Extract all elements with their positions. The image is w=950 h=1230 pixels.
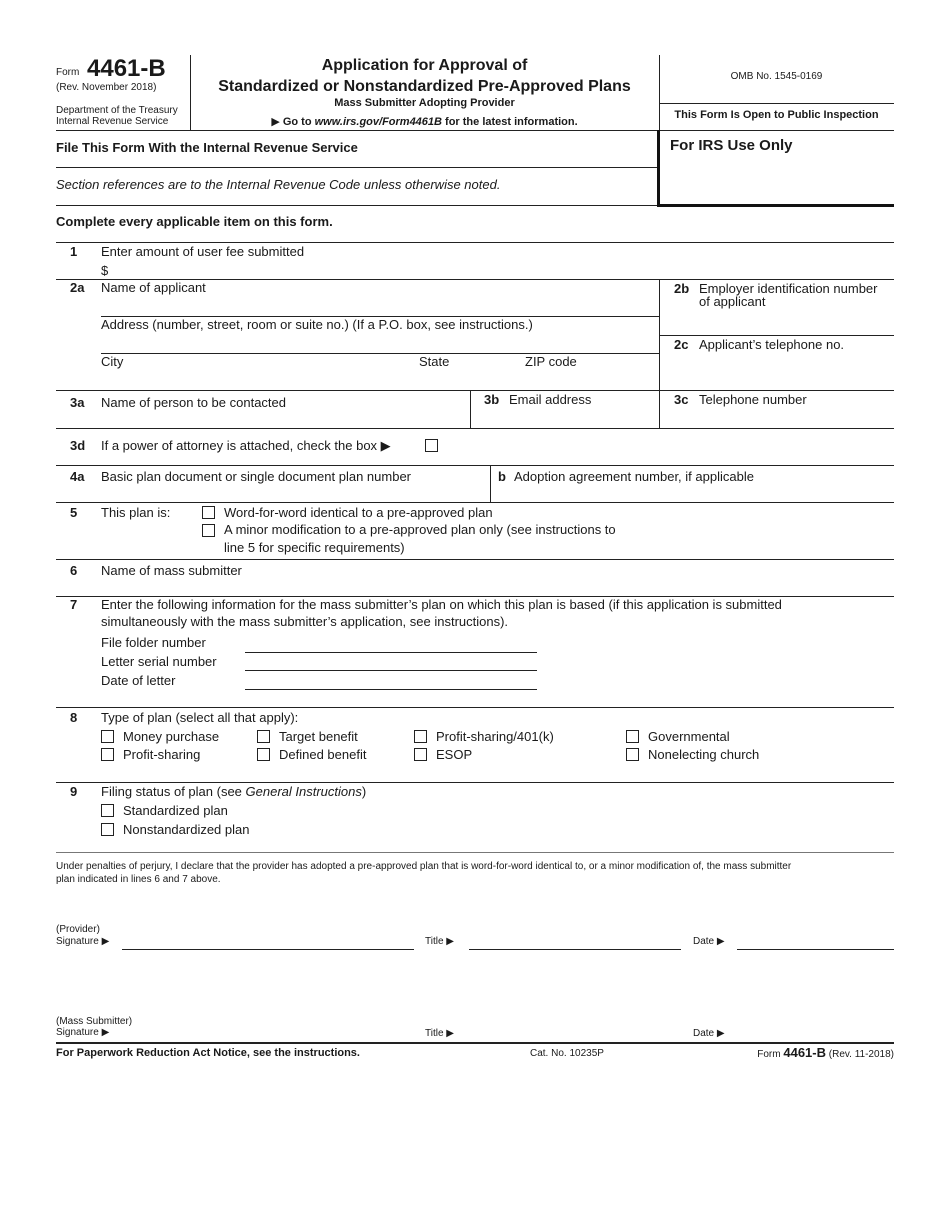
line-7-label-2: simultaneously with the mass submitter’s application, see instructions).	[101, 614, 509, 629]
line-3a-label: Name of person to be contacted	[101, 395, 287, 410]
line-9-label-italic: General Instructions	[245, 784, 362, 799]
perjury-statement-1: Under penalties of perjury, I declare that the provider has adopted a pre-approved plan that is word-for-word identical to, or a minor modification of, the mass submitter	[56, 861, 792, 872]
goto-url[interactable]: www.irs.gov/Form4461B	[314, 116, 442, 128]
contact-telephone-input[interactable]	[664, 408, 892, 427]
line-3c-number: 3c	[674, 392, 689, 407]
perjury-statement-2: plan indicated in lines 6 and 7 above.	[56, 874, 221, 885]
line-8-number: 8	[70, 710, 78, 725]
provider-date-line[interactable]	[737, 949, 894, 950]
line-2c-label: Applicant’s telephone no.	[699, 337, 845, 352]
line-3d-number: 3d	[70, 438, 86, 453]
mass-submitter-date-label: Date ▶	[693, 1028, 725, 1039]
line-4b-label: Adoption agreement number, if applicable	[514, 469, 754, 484]
line-3c-label: Telephone number	[699, 392, 807, 407]
line-4a-number: 4a	[70, 469, 85, 484]
letter-date-input[interactable]	[245, 689, 537, 690]
target-benefit-checkbox[interactable]	[257, 730, 270, 743]
provider-signature-label: Signature ▶	[56, 936, 110, 947]
word-for-word-checkbox[interactable]	[202, 506, 215, 519]
line-6-number: 6	[70, 563, 78, 578]
form-number: 4461-B	[87, 55, 166, 82]
footer-form-number: 4461-B	[783, 1045, 826, 1060]
letter-serial-label: Letter serial number	[101, 654, 217, 669]
profit-sharing-label: Profit-sharing	[123, 747, 201, 762]
file-folder-label: File folder number	[101, 635, 206, 650]
line-3a-number: 3a	[70, 395, 85, 410]
line-1-dollar: $	[101, 263, 109, 278]
form-subtitle: Mass Submitter Adopting Provider	[334, 97, 515, 109]
line-1-number: 1	[70, 244, 78, 259]
target-benefit-label: Target benefit	[279, 729, 358, 744]
mass-submitter-date-field[interactable]	[737, 1020, 894, 1040]
footer-revision: (Rev. 11-2018)	[828, 1049, 894, 1060]
ein-input[interactable]	[664, 312, 892, 332]
profit-sharing-401k-checkbox[interactable]	[414, 730, 427, 743]
line-5-label: This plan is:	[101, 505, 171, 520]
line-2a-state-label: State	[419, 354, 450, 369]
user-fee-input[interactable]	[112, 260, 652, 278]
line-9-label-prefix: Filing status of plan (see	[101, 784, 242, 799]
mass-submitter-signature-field[interactable]	[122, 1020, 414, 1040]
provider-signature-line[interactable]	[122, 949, 414, 950]
plan-number-input[interactable]	[101, 485, 486, 501]
money-purchase-checkbox[interactable]	[101, 730, 114, 743]
line-4b-number: b	[498, 469, 506, 484]
money-purchase-label: Money purchase	[123, 729, 220, 744]
defined-benefit-checkbox[interactable]	[257, 748, 270, 761]
line-2a-address-label: Address (number, street, room or suite no.) (If a P.O. box, see instructions.)	[101, 317, 533, 332]
line-9-number: 9	[70, 784, 78, 799]
mass-submitter-label: (Mass Submitter)	[56, 1016, 133, 1027]
line-7-number: 7	[70, 597, 78, 612]
goto-prefix: Go to	[282, 116, 312, 128]
letter-date-label: Date of letter	[101, 673, 176, 688]
line-9-label-suffix: )	[361, 784, 367, 799]
line-8-label: Type of plan (select all that apply):	[101, 710, 299, 725]
goto-instruction	[190, 115, 659, 128]
provider-title-label: Title ▶	[425, 936, 454, 947]
line-4a-label: Basic plan document or single document plan number	[101, 469, 412, 484]
line-2b-label-1: Employer identification number	[699, 281, 878, 296]
governmental-label: Governmental	[648, 729, 730, 744]
line-2a-number: 2a	[70, 280, 85, 295]
standardized-plan-label: Standardized plan	[123, 803, 228, 818]
mass-submitter-signature-label: Signature ▶	[56, 1027, 110, 1038]
footer-form-id	[757, 1045, 894, 1060]
applicant-city-state-zip-input[interactable]	[101, 370, 656, 388]
line-5-option-2-line-2: line 5 for specific requirements)	[224, 540, 405, 555]
line-5-option-2-line-1: A minor modification to a pre-approved plan only (see instructions to	[224, 522, 616, 537]
applicant-address-input[interactable]	[101, 334, 656, 352]
applicant-name-input[interactable]	[101, 297, 656, 315]
line-2a-zip-label: ZIP code	[525, 354, 577, 369]
line-3d-label: If a power of attorney is attached, check the box ▶	[101, 438, 391, 453]
paperwork-notice: For Paperwork Reduction Act Notice, see the instructions.	[56, 1047, 360, 1059]
file-folder-input[interactable]	[245, 652, 537, 653]
nonstandardized-plan-label: Nonstandardized plan	[123, 822, 250, 837]
form-title-line1: Application for Approval of	[321, 57, 528, 74]
profit-sharing-checkbox[interactable]	[101, 748, 114, 761]
email-input[interactable]	[474, 408, 656, 427]
line-2b-label-2: of applicant	[699, 294, 766, 309]
line-7-label-1: Enter the following information for the mass submitter’s plan on which this plan is based (if this application is submitted	[101, 597, 782, 612]
irs-use-label: For IRS Use Only	[670, 137, 793, 154]
power-of-attorney-checkbox[interactable]	[425, 439, 438, 452]
form-label: Form	[56, 67, 80, 78]
esop-checkbox[interactable]	[414, 748, 427, 761]
mass-submitter-title-field[interactable]	[469, 1020, 681, 1040]
line-2a-city-label: City	[101, 354, 124, 369]
footer-form-prefix: Form	[757, 1049, 781, 1060]
nonelecting-church-label: Nonelecting church	[648, 747, 760, 762]
catalog-number: Cat. No. 10235P	[530, 1048, 604, 1059]
provider-date-label: Date ▶	[693, 936, 725, 947]
omb-number: OMB No. 1545-0169	[730, 71, 823, 82]
esop-label: ESOP	[436, 747, 473, 762]
standardized-plan-checkbox[interactable]	[101, 804, 114, 817]
nonelecting-church-checkbox[interactable]	[626, 748, 639, 761]
mass-submitter-title-label: Title ▶	[425, 1028, 454, 1039]
applicant-telephone-input[interactable]	[664, 356, 892, 386]
form-title-line2: Standardized or Nonstandardized Pre-Approved Plans	[218, 78, 631, 95]
provider-label: (Provider)	[56, 924, 100, 935]
contact-name-input[interactable]	[101, 410, 466, 427]
profit-sharing-401k-label: Profit-sharing/401(k)	[436, 729, 554, 744]
line-3b-label: Email address	[509, 392, 592, 407]
letter-serial-input[interactable]	[245, 670, 537, 671]
line-5-number: 5	[70, 505, 78, 520]
provider-title-line[interactable]	[469, 949, 681, 950]
line-1-label: Enter amount of user fee submitted	[101, 244, 305, 259]
line-9-label	[101, 784, 366, 799]
nonstandardized-plan-checkbox[interactable]	[101, 823, 114, 836]
goto-suffix: for the latest information.	[445, 116, 578, 128]
line-5-option-1: Word-for-word identical to a pre-approved plan	[224, 505, 493, 520]
form-revision: (Rev. November 2018)	[56, 82, 157, 93]
file-with-irs: File This Form With the Internal Revenue Service	[56, 140, 358, 155]
arrow-right-icon: ▶	[271, 116, 280, 128]
line-2b-number: 2b	[674, 281, 690, 296]
line-6-label: Name of mass submitter	[101, 563, 242, 578]
minor-modification-checkbox[interactable]	[202, 524, 215, 537]
line-2c-number: 2c	[674, 337, 689, 352]
defined-benefit-label: Defined benefit	[279, 747, 367, 762]
mass-submitter-name-input[interactable]	[260, 562, 890, 592]
public-inspection: This Form Is Open to Public Inspection	[674, 109, 879, 121]
section-references: Section references are to the Internal Revenue Code unless otherwise noted.	[56, 177, 501, 192]
complete-every-item: Complete every applicable item on this form.	[56, 214, 333, 229]
adoption-agreement-input[interactable]	[494, 485, 892, 501]
line-3b-number: 3b	[484, 392, 500, 407]
governmental-checkbox[interactable]	[626, 730, 639, 743]
line-2a-label: Name of applicant	[101, 280, 206, 295]
department-line: Department of the Treasury	[56, 105, 178, 116]
agency-line: Internal Revenue Service	[56, 116, 169, 127]
